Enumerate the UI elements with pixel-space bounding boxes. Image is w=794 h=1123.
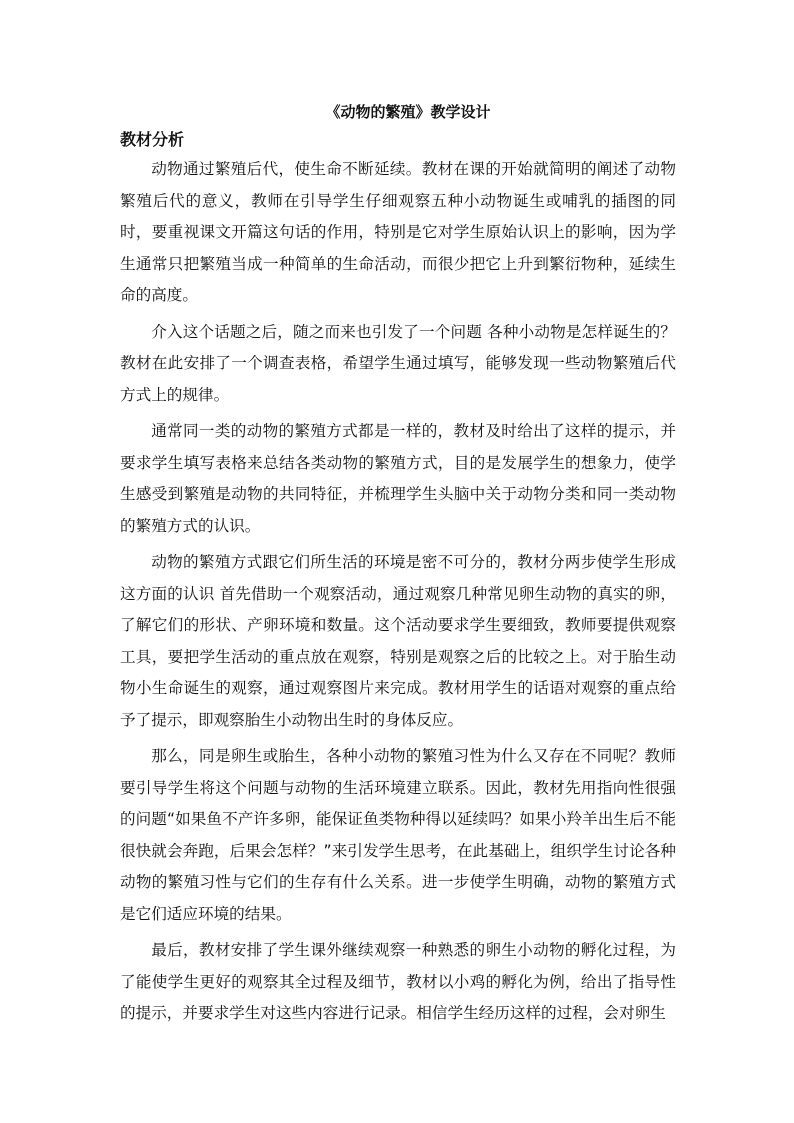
document-page (120, 100, 676, 1035)
paragraph-2: 介入这个话题之后，随之而来也引发了一个问题 各种小动物是怎样诞生的？教材在此安排了一个调查表格，希望学生通过填写，能够发现一些动物繁殖后代方式上的规律。 (120, 322, 676, 404)
paragraph-4: 动物的繁殖方式跟它们所生活的环境是密不可分的，教材分两步使学生形成这方面的认识 首先借助一个观察活动，通过观察几种常见卵生动物的真实的卵，了解它们的形状、产卵环境和数量。这个活动要求学生要细致，教师要提供观察工具，要把学生活动的重点放在观察，特别是观察之后的比较之上。对于胎生动物小生命诞生的观察，通过观察图片来完成。教材用学生的话语对观察的重点给予了提示，即观察胎生小动物出生时的身体反应。 (120, 553, 676, 729)
paragraph-5: 那么，同是卵生或胎生，各种小动物的繁殖习性为什么又存在不同呢？教师要引导学生将这个问题与动物的生活环境建立联系。因此，教材先用指向性很强的问题“如果鱼不产许多卵，能保证鱼类物种得以延续吗？如果小羚羊出生后不能很快就会奔跑，后果会怎样？”来引发学生思考，在此基础上，组织学生讨论各种动物的繁殖习性与它们的生存有什么关系。进一步使学生明确，动物的繁殖方式是它们适应环境的结果。 (120, 747, 676, 923)
paragraph-6: 最后，教材安排了学生课外继续观察一种熟悉的卵生小动物的孵化过程，为了能使学生更好的观察其全过程及细节，教材以小鸡的孵化为例，给出了指导性的提示，并要求学生对这些内容进行记录。相信学生经历这样的过程，会对卵生 (120, 941, 676, 1022)
document-title: 《动物的繁殖》教学设计 (325, 103, 491, 121)
paragraph-1: 动物通过繁殖后代，使生命不断延续。教材在课的开始就简明的阐述了动物繁殖后代的意义，教师在引导学生仔细观察五种小动物诞生或哺乳的插图的同时，要重视课文开篇这句话的作用，特别是它对学生原始认识上的影响，因为学生通常只把繁殖当成一种简单的生命活动，而很少把它上升到繁衍物种，延续生命的高度。 (120, 160, 676, 304)
section-heading: 教材分析 (120, 130, 185, 149)
paragraph-3: 通常同一类的动物的繁殖方式都是一样的，教材及时给出了这样的提示，并要求学生填写表格来总结各类动物的繁殖方式，目的是发展学生的想象力，使学生感受到繁殖是动物的共同特征，并梳理学生头脑中关于动物分类和同一类动物的繁殖方式的认识。 (120, 422, 676, 535)
